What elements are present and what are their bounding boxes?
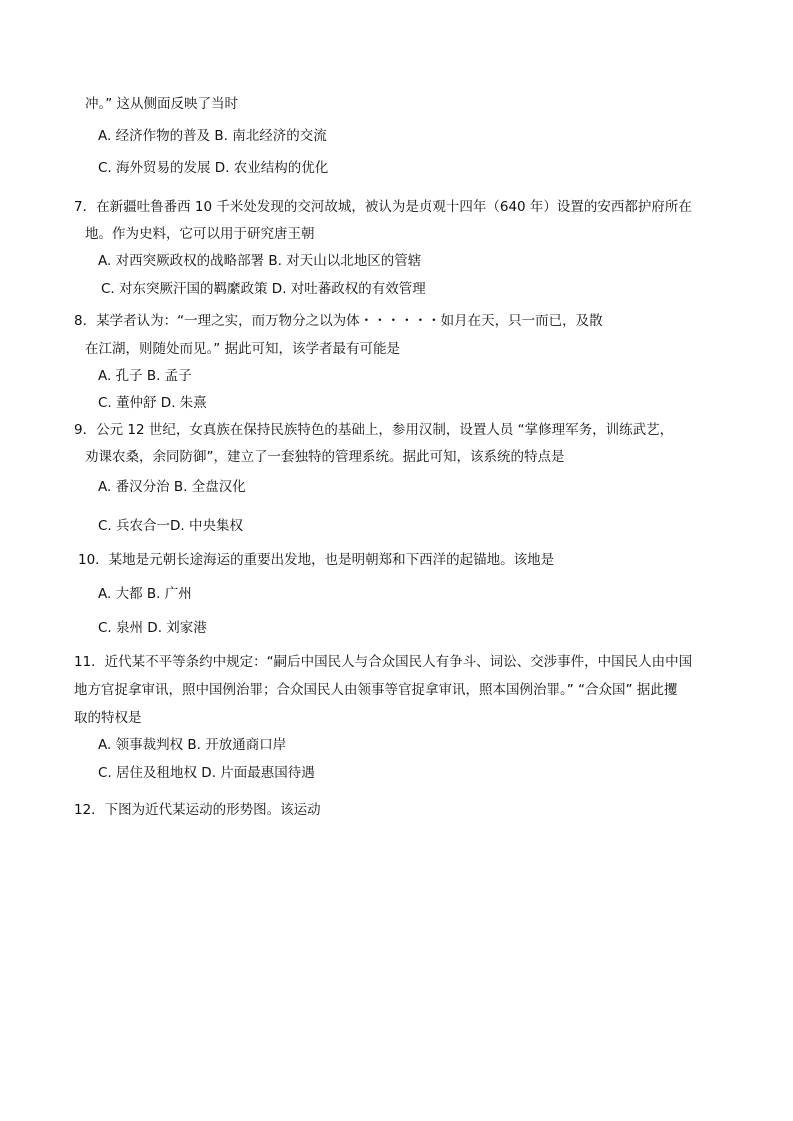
q8-stem-line2: 在江湖，则随处而见。” 据此可知，该学者最有可能是 <box>85 341 401 357</box>
q8-options-cd: C. 董仲舒 D. 朱熹 <box>98 395 207 411</box>
q11-stem-line2: 地方官捉拿审讯，照中国例治罪；合众国民人由领事等官捉拿审讯，照本国例治罪。” “合众国” 据此攫 <box>74 682 678 698</box>
q11-options-cd: C. 居住及租地权 D. 片面最惠国待遇 <box>98 765 315 781</box>
q11-stem-line1: 11．近代某不平等条约中规定：“嗣后中国民人与合众国民人有争斗、词讼、交涉事件，中国民人由中国 <box>74 654 693 670</box>
q11-options-ab: A. 领事裁判权 B. 开放通商口岸 <box>98 737 287 753</box>
q7-stem-line2: 地。作为史料，它可以用于研究唐王朝 <box>85 226 315 242</box>
q9-options-ab: A. 番汉分治 B. 全盘汉化 <box>98 479 246 495</box>
q6-stem-continuation: 冲。” 这从侧面反映了当时 <box>85 96 239 112</box>
q7-options-ab: A. 对西突厥政权的战略部署 B. 对天山以北地区的管辖 <box>98 253 422 269</box>
q8-stem-line1: 8．某学者认为：“一理之实，而万物分之以为体・・・・・・如月在天，只一而已，及散 <box>74 313 603 329</box>
q7-options-cd: C. 对东突厥汗国的羁縻政策 D. 对吐蕃政权的有效管理 <box>101 281 426 297</box>
q9-stem-line2: 劝课农桑，余同防御”，建立了一套独特的管理系统。据此可知，该系统的特点是 <box>85 449 565 465</box>
q6-options-cd: C. 海外贸易的发展 D. 农业结构的优化 <box>98 160 329 176</box>
q7-stem-line1: 7．在新疆吐鲁番西 10 千米处发现的交河故城，被认为是贞观十四年（640 年）设置的安西都护府所在 <box>74 199 692 215</box>
q9-options-cd: C. 兵农合一D. 中央集权 <box>98 518 243 534</box>
q8-options-ab: A. 孔子 B. 孟子 <box>98 368 192 384</box>
q11-stem-line3: 取的特权是 <box>74 710 142 726</box>
q12-stem: 12．下图为近代某运动的形势图。该运动 <box>74 802 321 818</box>
q9-stem-line1: 9．公元 12 世纪，女真族在保持民族特色的基础上，参用汉制，设置人员 “掌修理军务，训练武艺， <box>74 422 674 438</box>
q10-stem: 10．某地是元朝长途海运的重要出发地，也是明朝郑和下西洋的起锚地。该地是 <box>78 552 555 568</box>
q10-options-ab: A. 大都 B. 广州 <box>98 586 192 602</box>
q10-options-cd: C. 泉州 D. 刘家港 <box>98 620 207 636</box>
q6-options-ab: A. 经济作物的普及 B. 南北经济的交流 <box>98 128 327 144</box>
